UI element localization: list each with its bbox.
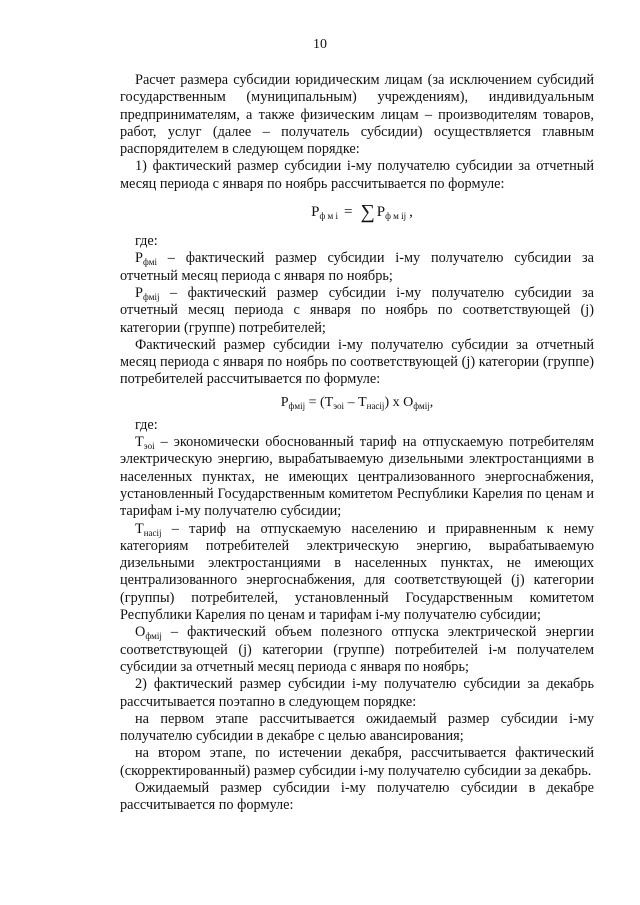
formula-rhs: $Р_{ф м ij}$ bbox=[376, 204, 407, 222]
paragraph-fact-size: Фактический размер субсидии i-му получателю субсидии за отчетный месяц периода с января по ноябрь по соответствующей (j) категории (группе) потребителей рассчитывается по формуле: bbox=[120, 336, 594, 388]
formula-sum bbox=[130, 195, 594, 231]
paragraph-stage-2: на втором этапе, по истечении декабря, рассчитывается фактический (скорректированный) размер субсидии i-му получателю субсидии за декабрь. bbox=[120, 745, 594, 779]
where-label-2: где: bbox=[135, 416, 158, 433]
paragraph-expected-size: Ожидаемый размер субсидии i-му получателю субсидии в декабре рассчитывается по формуле: bbox=[120, 779, 594, 814]
definition-t-eoi: $Т_{эоi}$ – экономически обоснованный тариф на отпускаемую потребителям электрическую энергию, вырабатываемую дизельными электростанциями в населенных пунктах, не имеющих централизованного энергоснабжения, установленный Государственным комитетом Республики Карелия по ценам и тарифам i-му получателю субсидии; bbox=[120, 434, 594, 520]
definition-o-fmij: $О_{фмij}$ – фактический объем полезного отпуска электрической энергии соответствующей (j) категории (группе) потребителей i-м получателем субсидии за отчетный месяц периода с января по ноябрь; bbox=[120, 624, 594, 675]
formula-lhs: $Р_{ф м i}$ bbox=[311, 204, 338, 222]
sum-symbol: ∑ bbox=[360, 201, 375, 224]
formula-eq: = bbox=[344, 204, 353, 221]
paragraph-stage-1: на первом этапе рассчитывается ожидаемый размер субсидии i-му получателю субсидии в декабре с целью авансирования; bbox=[120, 710, 594, 745]
formula-tail: , bbox=[409, 204, 413, 221]
where-label-1: где: bbox=[135, 233, 158, 250]
page-number: 10 bbox=[313, 37, 327, 52]
paragraph-item-1: 1) фактический размер субсидии i-му получателю субсидии за отчетный месяц периода с января по ноябрь рассчитывается по формуле: bbox=[120, 158, 594, 192]
definition-p-fmi: $Р_{фмi}$ – фактический размер субсидии i-му получателю субсидии за отчетный месяц периода с января по ноябрь; bbox=[120, 250, 594, 284]
formula-product: $Р_{фмij} = (Т_{эоi} - Т_{насij})$ х $О_{фмij}$, bbox=[280, 394, 434, 411]
document-body bbox=[120, 72, 594, 815]
paragraph-item-2: 2) фактический размер субсидии i-му получателю субсидии за декабрь рассчитывается поэтапно в следующем порядке: bbox=[120, 676, 594, 710]
definition-t-nasij: $Т_{насij}$ – тариф на отпускаемую населению и приравненным к нему категориям потребителей электрическую энергию, вырабатываемую дизельными электростанциями в населенных пунктах, не имеющих централизованного энергоснабжения, для соответствующей (j) категории (группы) потребителей, установленный Государственным комитетом Республики Карелия по ценам и тарифам i-му получателю субсидии; bbox=[120, 520, 594, 624]
paragraph-intro: Расчет размера субсидии юридическим лицам (за исключением субсидий государственным (муниципальным) учреждениям), индивидуальным предпринимателям, а также физическим лицам – производителям товаров, работ, услуг (далее – получатель субсидии) осуществляется главным распорядителем в следующем порядке: bbox=[120, 72, 594, 158]
definition-p-fmij: $Р_{фмij}$ – фактический размер субсидии i-му получателю субсидии за отчетный месяц периода с января по ноябрь по соответствующей (j) категории (группе) потребителей; bbox=[120, 284, 594, 336]
